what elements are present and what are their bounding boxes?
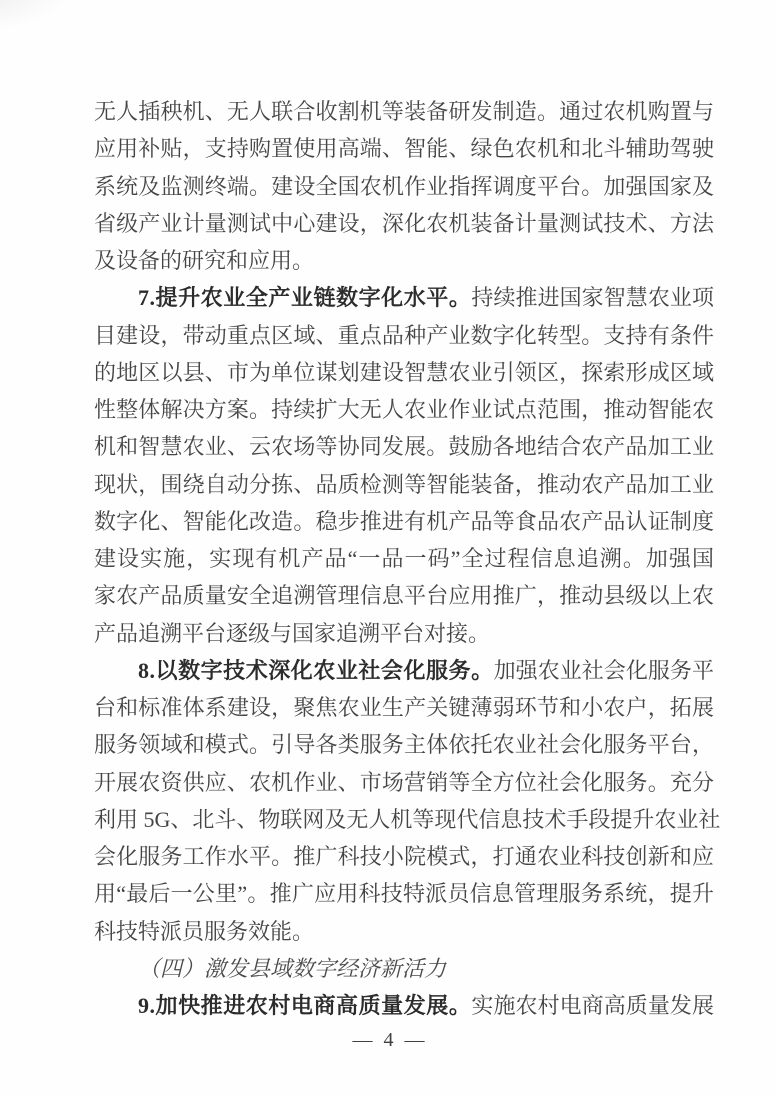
body-text-run: 持续推进国家智慧农业项	[471, 285, 714, 311]
numbered-heading-line	[94, 652, 714, 689]
body-text-run: 实施农村电商高质量发展	[471, 993, 714, 1018]
text-line	[94, 875, 714, 912]
numbered-heading-line	[94, 279, 714, 316]
body-text-run: 现状，围绕自动分拣、品质检测等智能装备，推动农产品加工业	[94, 471, 714, 497]
body-text-run: 系统及监测终端。建设全国农机作业指挥调度平台。加强国家及	[94, 173, 714, 199]
text-line	[94, 205, 714, 242]
heading-bold-run: 9.加快推进农村电商高质量发展。	[138, 993, 472, 1018]
body-text-run: 利用 5G、北斗、物联网及无人机等现代信息技术手段提升农业社	[94, 806, 721, 832]
text-line	[94, 168, 714, 205]
body-text-run: 加强农业社会化服务平	[493, 657, 714, 683]
text-line	[94, 801, 721, 838]
text-line	[94, 317, 714, 354]
body-text-run: 用“最后一公里”。推广应用科技特派员信息管理服务系统，提升	[94, 881, 714, 907]
text-line	[94, 726, 714, 763]
text-line	[94, 503, 714, 540]
body-text-run: 性整体解决方案。持续扩大无人农业作业试点范围，推动智能农	[94, 397, 714, 422]
numbered-heading-line	[94, 987, 714, 1024]
body-text-run: 应用补贴，支持购置使用高端、智能、绿色农机和北斗辅助驾驶	[94, 136, 714, 162]
body-text-run: 无人插秧机、无人联合收割机等装备研发制造。通过农机购置与	[94, 99, 714, 124]
text-line	[94, 838, 714, 875]
text-line	[94, 913, 714, 950]
body-text-run: 建设实施，实现有机产品“一品一码”全过程信息追溯。加强国	[94, 546, 714, 571]
body-text-run: 机和智慧农业、云农场等协同发展。鼓励各地结合农产品加工业	[94, 434, 714, 460]
page-number: — 4 —	[352, 1029, 425, 1051]
body-text-run: 会化服务工作水平。推广科技小院模式，打通农业科技创新和应	[94, 844, 714, 869]
body-text-run: 科技特派员服务效能。	[94, 918, 315, 944]
text-line	[94, 764, 714, 801]
text-line	[94, 577, 714, 614]
text-line	[94, 354, 714, 391]
text-line	[94, 689, 714, 726]
body-text-run: 省级产业计量测试中心建设，深化农机装备计量测试技术、方法	[94, 210, 714, 236]
body-text-run: 产品追溯平台逐级与国家追溯平台对接。	[94, 620, 491, 646]
text-line	[94, 615, 714, 652]
body-text-run: 及设备的研究和应用。	[94, 248, 315, 273]
body-text-run: 家农产品质量安全追溯管理信息平台应用推广，推动县级以上农	[94, 583, 714, 609]
body-text-run: 台和标准体系建设，聚焦农业生产关键薄弱环节和小农户，拓展	[94, 695, 714, 720]
body-text-run: 数字化、智能化改造。稳步推进有机产品等食品农产品认证制度	[94, 508, 714, 534]
text-line	[94, 130, 714, 167]
heading-bold-run: 8.以数字技术深化农业社会化服务。	[138, 657, 494, 683]
text-line	[94, 466, 714, 503]
document-body	[94, 93, 721, 1024]
body-text-run: 服务领域和模式。引导各类服务主体依托农业社会化服务平台，	[94, 732, 714, 758]
body-text-run: 目建设，带动重点区域、重点品种产业数字化转型。支持有条件	[94, 322, 714, 348]
text-line	[94, 242, 714, 279]
text-line	[94, 428, 714, 465]
section-heading-line	[94, 950, 714, 987]
heading-bold-run: 7.提升农业全产业链数字化水平。	[138, 285, 472, 311]
text-line	[94, 391, 714, 428]
body-text-run: 的地区以县、市为单位谋划建设智慧农业引领区，探索形成区域	[94, 359, 714, 385]
body-text-run: （四）激发县域数字经济新活力	[138, 955, 447, 981]
body-text-run: 开展农资供应、农机作业、市场营销等全方位社会化服务。充分	[94, 769, 714, 795]
text-line	[94, 93, 714, 130]
text-line	[94, 540, 714, 577]
